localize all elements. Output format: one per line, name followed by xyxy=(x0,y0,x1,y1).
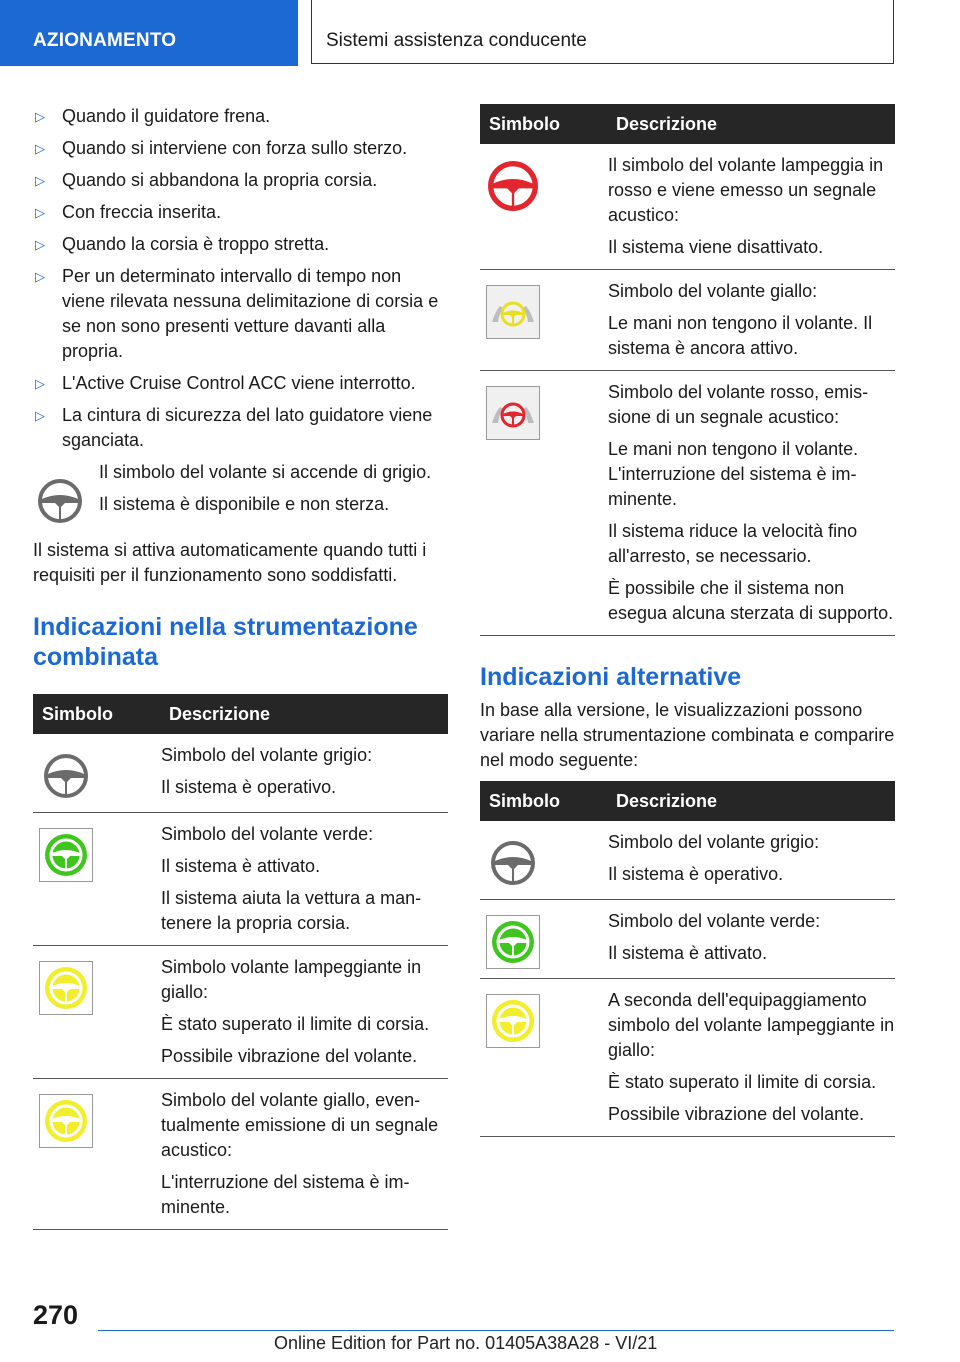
steering-wheel-red-hands-icon xyxy=(488,393,538,433)
bullet-triangle-icon: ▷ xyxy=(35,408,45,423)
table-row: Simbolo del volante verde: Il sistema è attivato. xyxy=(480,900,895,979)
column-header: Descrizione xyxy=(161,694,448,734)
steering-wheel-grey-icon xyxy=(43,753,89,799)
bullet-triangle-icon: ▷ xyxy=(35,269,45,284)
steering-wheel-red-icon xyxy=(486,159,540,213)
condition-list xyxy=(33,104,448,453)
steering-wheel-grey-icon xyxy=(490,840,536,886)
table-row: Simbolo volante lampeggiante in giallo: È stato superato il limite di corsia. Possibile vibrazione del volante. xyxy=(33,946,448,1079)
steering-wheel-green-icon xyxy=(43,832,89,878)
table-row: A seconda dell'equipaggiamento simbolo del volante lampeggiante in giallo: È stato superato il limite di corsia. Possibile vibrazione del volante. xyxy=(480,979,895,1137)
column-header: Descrizione xyxy=(608,104,895,144)
indicator-table xyxy=(480,104,895,636)
bullet-triangle-icon: ▷ xyxy=(35,237,45,252)
table-row: Il simbolo del volante lampeggia in rosso e viene emesso un segnale acustico: Il sistema viene disattivato. xyxy=(480,144,895,270)
steering-wheel-yellow-hands-icon xyxy=(488,292,538,332)
steering-wheel-yellow-icon xyxy=(43,1098,89,1144)
symbol-description: Il simbolo del volante si accende di grigio. xyxy=(99,462,432,482)
chapter-title: Sistemi assistenza conducente xyxy=(326,30,587,51)
section-title: AZIONAMENTO xyxy=(33,30,177,51)
indicator-table xyxy=(33,694,448,1230)
section-heading: Indicazioni alternative xyxy=(480,663,742,691)
column-header: Simbolo xyxy=(480,104,608,144)
table-row: Simbolo del volante rosso, emissione di un segnale acustico: Le mani non tengono il volante. L'interruzione del sistema è imminente. Il sistema riduce la velocità fino all'arresto, se necessario. È possibile che il sistema non esegua alcuna sterzata di supporto. xyxy=(480,371,895,636)
bullet-triangle-icon: ▷ xyxy=(35,376,45,391)
page-number: 270 xyxy=(33,1300,79,1330)
table-header-row xyxy=(33,694,448,734)
bullet-triangle-icon: ▷ xyxy=(35,173,45,188)
table-row: Simbolo del volante giallo: Le mani non tengono il volante. Il sistema è ancora attivo. xyxy=(480,270,895,371)
steering-wheel-grey-icon xyxy=(37,478,83,524)
grey-symbol-note xyxy=(33,460,448,530)
bullet-triangle-icon: ▷ xyxy=(35,109,45,124)
list-item: ▷ Con freccia inserita. xyxy=(33,200,448,225)
list-item: ▷ Quando si interviene con forza sullo sterzo. xyxy=(33,136,448,161)
list-item: ▷ L'Active Cruise Control ACC viene interrotto. xyxy=(33,371,448,396)
alternative-indicator-table xyxy=(480,781,895,1137)
table-row: Simbolo del volante giallo, eventualmente emissione di un segnale acustico: L'interruzione del sistema è imminente. xyxy=(33,1079,448,1230)
section-heading: Indicazioni nella strumentazione combinata xyxy=(33,613,418,671)
column-header: Simbolo xyxy=(33,694,161,734)
list-item: ▷ Quando la corsia è troppo stretta. xyxy=(33,232,448,257)
table-row: Simbolo del volante grigio: Il sistema è operativo. xyxy=(33,734,448,813)
section-tab xyxy=(0,0,298,66)
activation-text: Il sistema si attiva automaticamente quando tutti i requisiti per il funzionamento sono soddisfatti. xyxy=(33,540,427,585)
right-column xyxy=(480,104,895,1137)
bullet-triangle-icon: ▷ xyxy=(35,141,45,156)
footer-edition: Online Edition for Part no. 01405A38A28 - VI/21 xyxy=(274,1333,658,1353)
list-item: ▷ Per un determinato intervallo di tempo non viene rilevata nessuna delimitazione di corsia e se non sono presenti vetture davanti alla propria. xyxy=(35,266,439,361)
chapter-header xyxy=(311,0,894,64)
list-item: ▷ La cintura di sicurezza del lato guidatore viene sganciata. xyxy=(35,405,433,450)
steering-wheel-yellow-icon xyxy=(43,965,89,1011)
left-column xyxy=(33,104,448,1230)
steering-wheel-green-icon xyxy=(490,919,536,965)
column-header: Simbolo xyxy=(480,781,608,821)
intro-text: In base alla versione, le visualizzazioni possono variare nella strumentazione combinata e comparire nel modo seguente: xyxy=(480,700,895,770)
bullet-triangle-icon: ▷ xyxy=(35,205,45,220)
list-item: ▷ Quando il guidatore frena. xyxy=(33,104,448,129)
steering-wheel-yellow-icon xyxy=(490,998,536,1044)
column-header: Descrizione xyxy=(608,781,895,821)
symbol-description: Il sistema è disponibile e non sterza. xyxy=(99,494,390,514)
footer-divider xyxy=(98,1330,894,1331)
table-row: Simbolo del volante verde: Il sistema è attivato. Il sistema aiuta la vettura a mantenere la propria corsia. xyxy=(33,813,448,946)
list-item: ▷ Quando si abbandona la propria corsia. xyxy=(33,168,448,193)
table-header-row xyxy=(480,104,895,144)
table-row: Simbolo del volante grigio: Il sistema è operativo. xyxy=(480,821,895,900)
table-header-row xyxy=(480,781,895,821)
